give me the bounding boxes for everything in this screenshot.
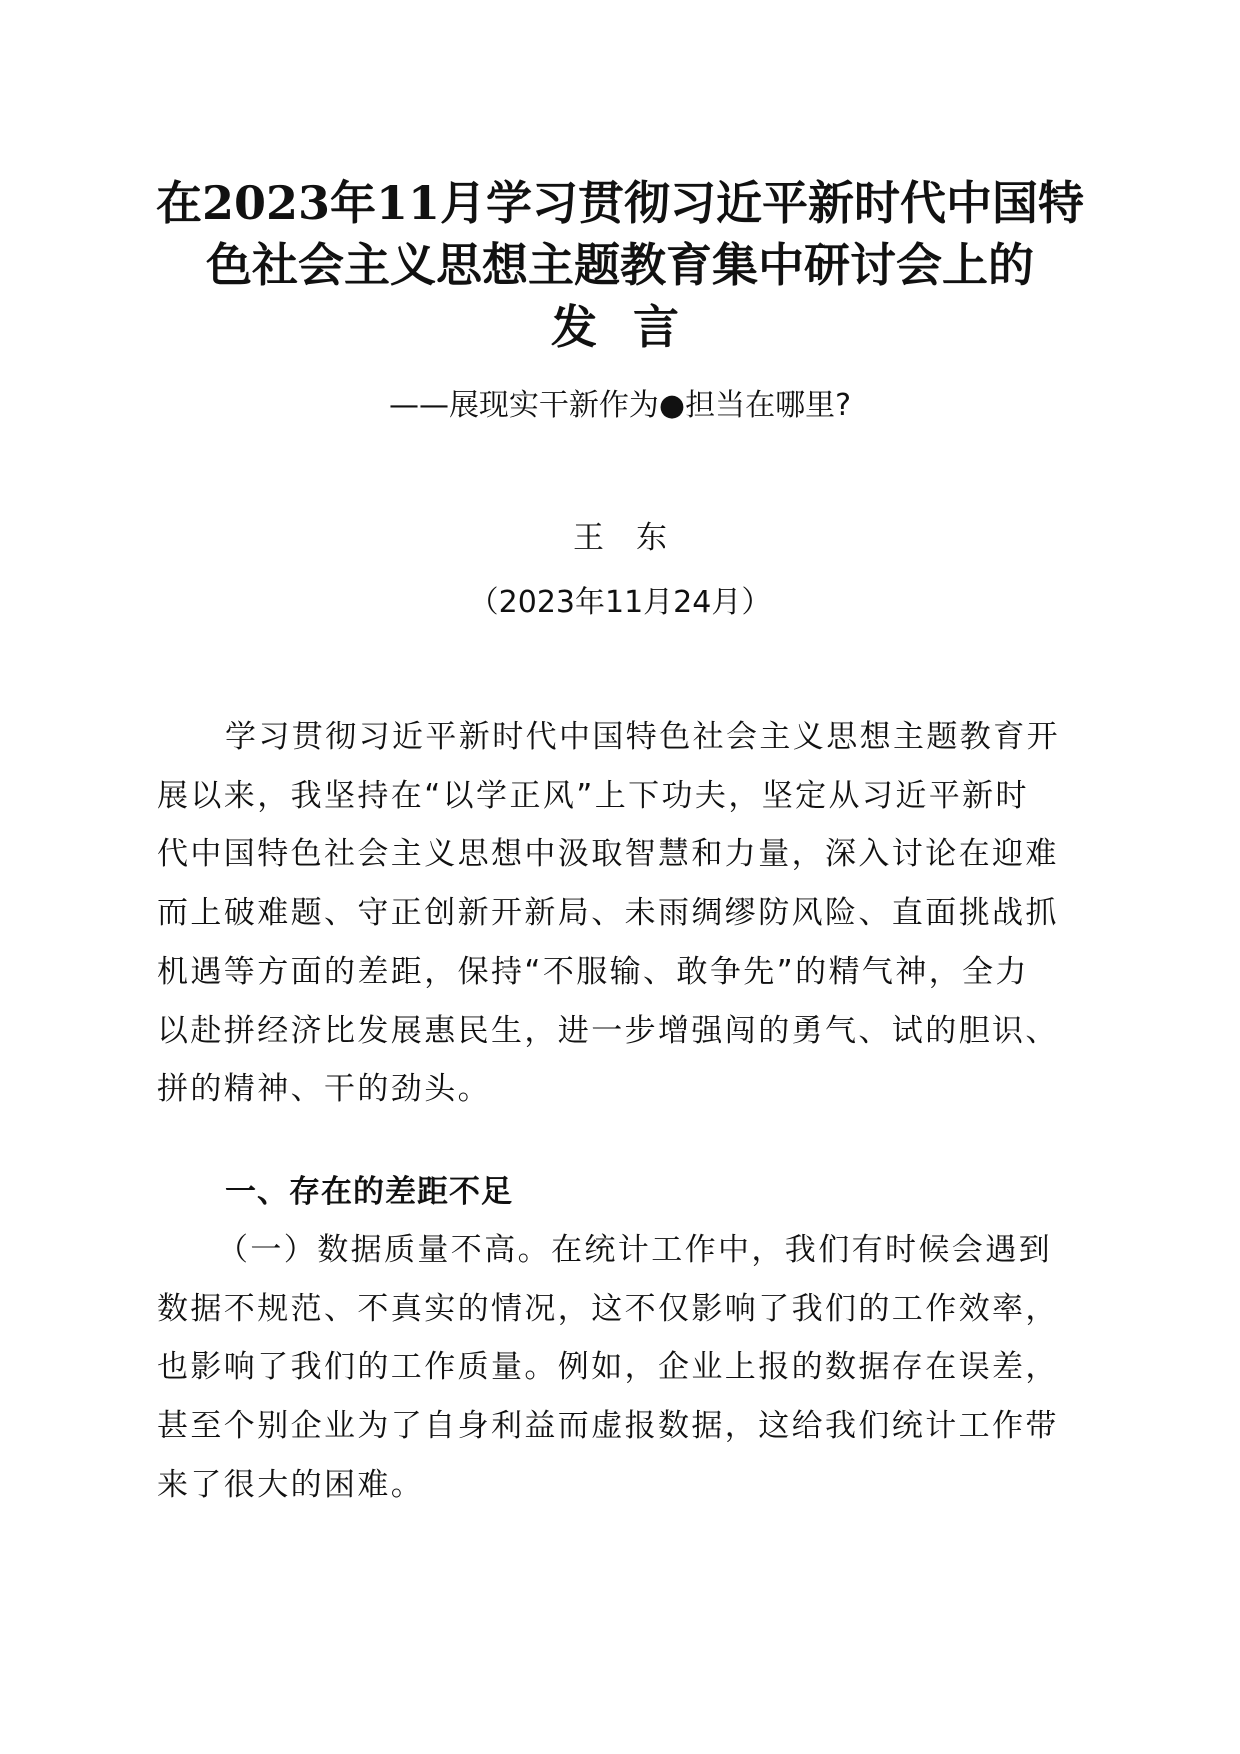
- paragraph-line: 拼的精神、干的劲头。: [157, 1071, 491, 1108]
- document-date: （2023年11月24月）: [468, 585, 772, 620]
- paragraph-line: 也影响了我们的工作质量。例如，企业上报的数据存在误差，: [157, 1349, 1059, 1386]
- title-line-2: 色社会主义思想主题教育集中研讨会上的: [206, 238, 1034, 292]
- section-heading: 一、存在的差距不足: [225, 1174, 513, 1210]
- paragraph-intro: [157, 708, 1082, 1119]
- paragraph-line: 而上破难题、守正创新开新局、未雨绸缪防风险、直面挑战抓: [157, 895, 1059, 932]
- paragraph-line: 以赴拼经济比发展惠民生，进一步增强闯的勇气、试的胆识、: [157, 1012, 1059, 1049]
- paragraph-data-quality: [157, 1221, 1082, 1515]
- paragraph-line: 代中国特色社会主义思想中汲取智慧和力量，深入讨论在迎难: [157, 836, 1059, 873]
- document-title: [140, 172, 1100, 358]
- paragraph-line: 展以来，我坚持在“以学正风”上下功夫，坚定从习近平新时: [157, 777, 1029, 814]
- title-line-3: 发 言: [550, 300, 689, 354]
- author-name: 王东: [573, 520, 699, 556]
- paragraph-line: 来了很大的困难。: [157, 1466, 425, 1503]
- title-line-1: 在2023年11月学习贯彻习近平新时代中国特: [155, 176, 1085, 230]
- paragraph-line: 学习贯彻习近平新时代中国特色社会主义思想主题教育开: [225, 719, 1060, 755]
- paragraph-line: 数据不规范、不真实的情况，这不仅影响了我们的工作效率，: [157, 1290, 1059, 1327]
- paragraph-line: （一）数据质量不高。在统计工作中，我们有时候会遇到: [217, 1232, 1052, 1268]
- paragraph-line: 机遇等方面的差距，保持“不服输、敢争先”的精气神，全力: [157, 953, 1029, 990]
- document-subtitle: ——展现实干新作为●担当在哪里?: [388, 388, 852, 423]
- paragraph-line: 甚至个别企业为了自身利益而虚报数据，这给我们统计工作带: [157, 1408, 1059, 1445]
